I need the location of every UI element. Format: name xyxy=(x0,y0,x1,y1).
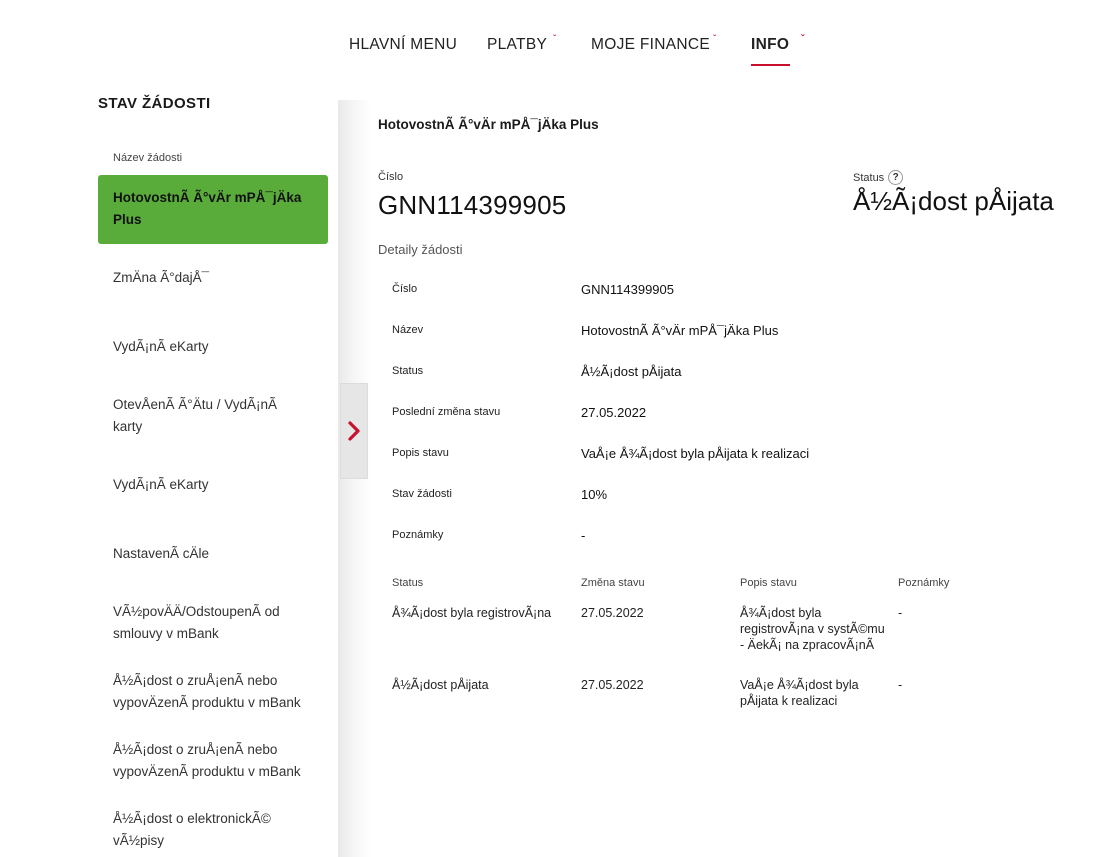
detail-label: Číslo xyxy=(392,283,418,295)
description-line: registrovÃ¡na v systÃ©mu xyxy=(740,622,885,636)
sidebar-item[interactable] xyxy=(98,670,323,714)
description-line: Å¾Ã¡dost byla xyxy=(740,606,822,620)
request-title: HotovostnÃ Ã°vÄr mPÅ¯jÄka Plus xyxy=(378,117,599,132)
sidebar-item-label: NastavenÃ cÄle xyxy=(113,546,210,561)
table-header: Změna stavu xyxy=(581,577,645,589)
nav-item-label: PLATBY xyxy=(487,36,548,53)
sidebar-item-label: VydÃ¡nÃ eKarty xyxy=(113,339,209,354)
sidebar-title: STAV ŽÁDOSTI xyxy=(98,95,211,112)
detail-value: VaÅ¡e Å¾Ã¡dost byla pÅijata k realizaci xyxy=(581,446,810,461)
description-line: VaÅ¡e Å¾Ã¡dost byla xyxy=(740,678,859,692)
sidebar-item[interactable] xyxy=(98,175,328,244)
chevron-down-icon: ˇ xyxy=(801,34,805,45)
collapse-panel-toggle[interactable] xyxy=(340,383,368,479)
top-navigation xyxy=(0,36,1097,70)
detail-value: - xyxy=(581,528,586,543)
nav-item-moje-finance[interactable] xyxy=(591,34,717,54)
sidebar-item-label: HotovostnÃ Ã°vÄr mPÅ¯jÄka Plus xyxy=(113,190,302,227)
nav-item-label: HLAVNÍ MENU xyxy=(349,36,458,53)
sidebar-item[interactable] xyxy=(98,267,328,289)
sidebar-item[interactable] xyxy=(98,601,318,645)
active-tab-underline xyxy=(751,64,790,66)
detail-value: Å½Ã¡dost pÅijata xyxy=(581,364,682,379)
table-cell-description xyxy=(740,605,903,653)
chevron-right-icon xyxy=(346,420,362,442)
nav-item-label: MOJE FINANCE xyxy=(591,36,710,53)
sidebar-item[interactable] xyxy=(98,739,323,783)
sidebar-item[interactable] xyxy=(98,394,298,438)
detail-value: HotovostnÃ Ã°vÄr mPÅ¯jÄka Plus xyxy=(581,323,779,338)
chevron-down-icon: ˇ xyxy=(553,34,557,45)
sidebar-item[interactable] xyxy=(98,336,328,358)
nav-item-hlavni-menu[interactable] xyxy=(349,36,457,54)
description-line: - ÄekÃ¡ na zpracovÃ¡nÃ xyxy=(740,638,875,652)
status-label-group xyxy=(853,170,903,185)
detail-label: Status xyxy=(392,365,424,377)
table-cell-note: - xyxy=(898,606,903,620)
sidebar-item-label: VÃ½povÄÄ/OdstoupenÃ od smlouvy v mBank xyxy=(113,604,280,641)
table-cell-description xyxy=(740,677,903,709)
table-header: Poznámky xyxy=(898,577,950,589)
detail-label: Popis stavu xyxy=(392,447,449,459)
table-header: Status xyxy=(392,577,424,589)
detail-label: Stav žádosti xyxy=(392,488,452,500)
detail-value: 27.05.2022 xyxy=(581,405,647,420)
detail-label: Poslední změna stavu xyxy=(392,406,501,418)
details-section-label: Detaily žádosti xyxy=(378,242,463,257)
nav-item-info[interactable] xyxy=(751,34,805,54)
description-line: pÅijata k realizaci xyxy=(740,694,838,708)
detail-label: Název xyxy=(392,324,424,336)
sidebar-item-label: Å½Ã¡dost o zruÅ¡enÃ nebo vypovÄzenÃ produktu v mBank xyxy=(113,673,301,710)
detail-value: GNN114399905 xyxy=(581,282,674,297)
chevron-down-icon: ˇ xyxy=(713,34,717,45)
table-cell-date: 27.05.2022 xyxy=(581,606,644,620)
sidebar-item[interactable] xyxy=(98,474,328,496)
nav-item-platby[interactable] xyxy=(487,34,557,54)
table-cell-date: 27.05.2022 xyxy=(581,678,644,692)
sidebar-item[interactable] xyxy=(98,543,328,565)
nav-item-label: INFO xyxy=(751,36,790,53)
table-cell-status: Å½Ã¡dost pÅijata xyxy=(392,678,489,692)
sidebar-item[interactable] xyxy=(98,808,298,852)
sidebar-caption: Název žádosti xyxy=(113,152,183,164)
sidebar-item-label: Å½Ã¡dost o elektronickÃ© vÃ½pisy xyxy=(113,811,271,848)
detail-value: 10% xyxy=(581,487,608,502)
table-cell-note: - xyxy=(898,678,903,692)
request-number: GNN114399905 xyxy=(378,190,567,220)
sidebar-item-label: Å½Ã¡dost o zruÅ¡enÃ nebo vypovÄzenÃ produktu v mBank xyxy=(113,742,301,779)
table-cell-status: Å¾Ã¡dost byla registrovÃ¡na xyxy=(392,606,552,620)
help-icon[interactable]: ? xyxy=(888,170,903,185)
sidebar-item-label: ZmÄna Ã°dajÅ¯ xyxy=(113,270,210,285)
request-status: Å½Ã¡dost pÅijata xyxy=(853,186,1054,216)
detail-label: Poznámky xyxy=(392,529,444,541)
status-label: Status xyxy=(853,172,885,184)
sidebar-item-label: OtevÅenÃ Ã°Ätu / VydÃ¡nÃ karty xyxy=(113,397,277,434)
table-header: Popis stavu xyxy=(740,577,797,589)
number-label: Číslo xyxy=(378,171,404,183)
sidebar-item-label: VydÃ¡nÃ eKarty xyxy=(113,477,209,492)
